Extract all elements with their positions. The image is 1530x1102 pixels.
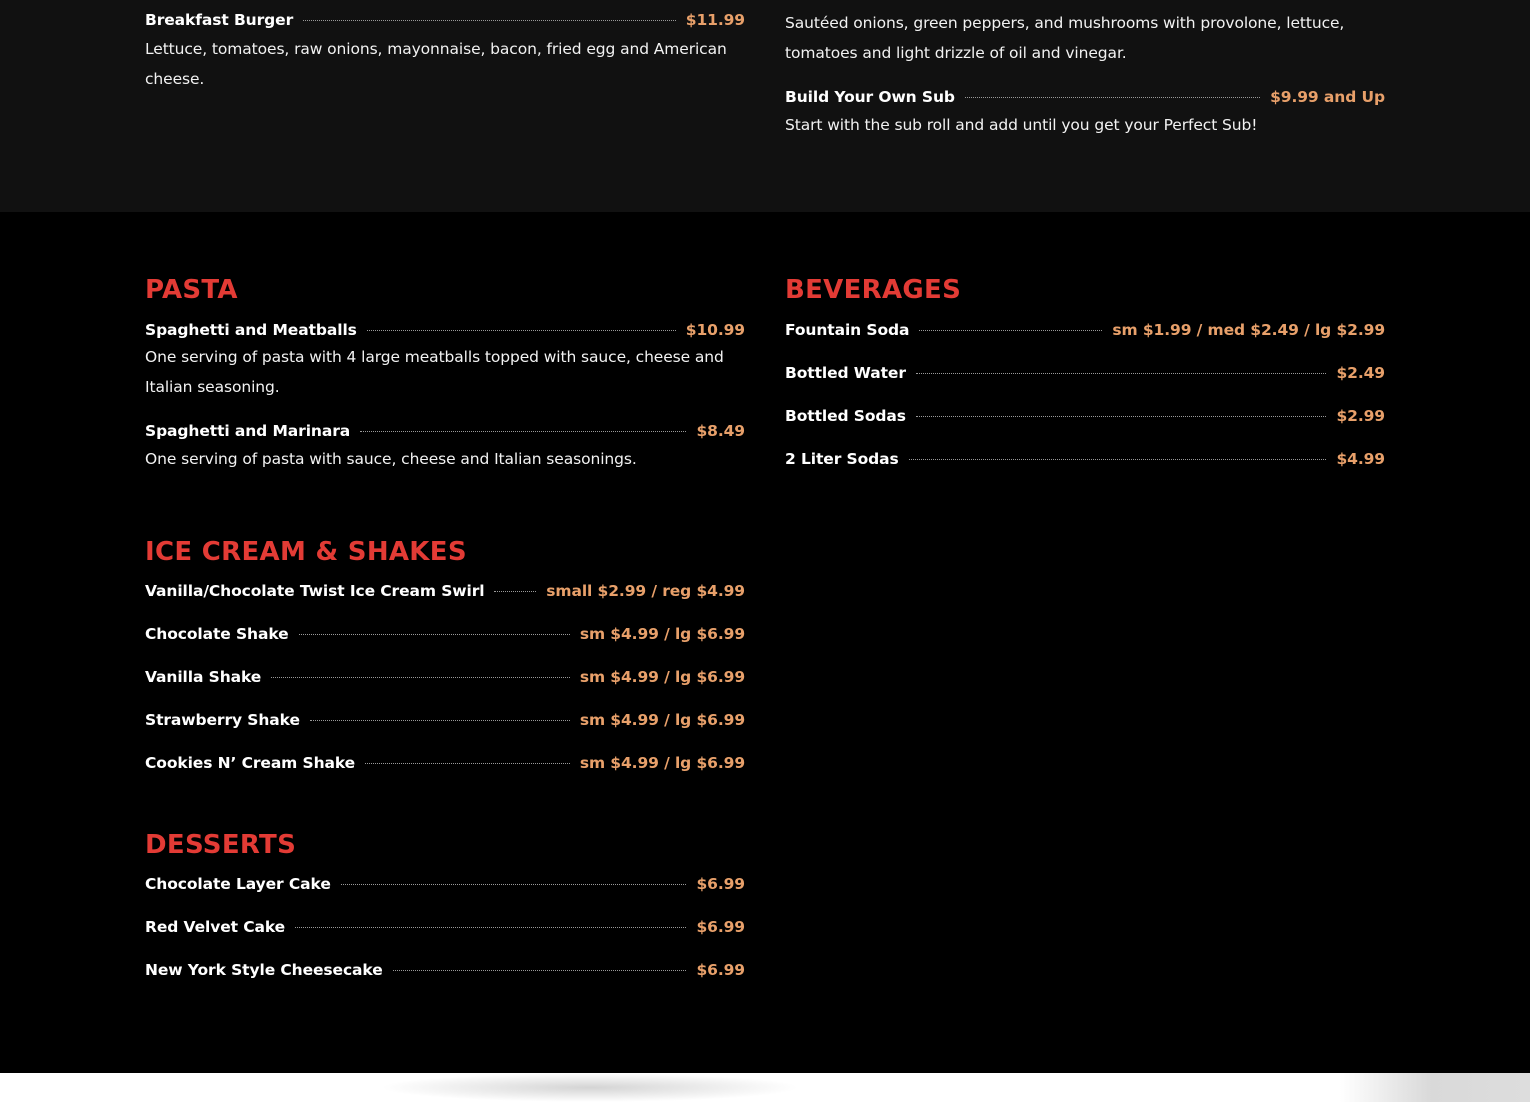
- dotted-leader: [965, 97, 1260, 98]
- item-price: $6.99: [696, 918, 745, 936]
- dotted-leader: [916, 416, 1327, 417]
- item-name: 2 Liter Sodas: [785, 450, 899, 468]
- item-description: One serving of pasta with sauce, cheese and Italian seasonings.: [145, 450, 637, 468]
- menu-item-twist-swirl: [145, 582, 745, 625]
- dotted-leader: [909, 459, 1327, 460]
- item-name: Red Velvet Cake: [145, 918, 286, 936]
- item-description: Lettuce, tomatoes, raw onions, mayonnaise, bacon, fried egg and American cheese.: [145, 40, 727, 88]
- background-image-fragment: [380, 1073, 800, 1102]
- item-price: sm $4.99 / lg $6.99: [579, 711, 745, 729]
- item-name: New York Style Cheesecake: [145, 961, 383, 979]
- item-name: Strawberry Shake: [145, 711, 300, 729]
- dotted-leader: [393, 970, 687, 971]
- icecream-category: [145, 537, 745, 797]
- menu-item-red-velvet-cake: [145, 918, 745, 961]
- item-name: Cookies N’ Cream Shake: [145, 754, 356, 772]
- item-name: Breakfast Burger: [145, 11, 294, 29]
- item-price: $11.99: [685, 11, 745, 29]
- dotted-leader: [494, 591, 536, 592]
- dotted-leader: [365, 763, 570, 764]
- item-description: One serving of pasta with 4 large meatballs topped with sauce, cheese and Italian seasoning.: [145, 348, 724, 396]
- dotted-leader: [360, 431, 686, 432]
- menu-item-vanilla-shake: [145, 668, 745, 711]
- category-heading: BEVERAGES: [785, 275, 962, 305]
- item-price: $6.99: [696, 875, 745, 893]
- menu-item-bottled-sodas: [785, 407, 1385, 450]
- menu-item-build-your-own-sub: [785, 88, 1385, 140]
- dotted-leader: [303, 20, 676, 21]
- item-name: Bottled Sodas: [785, 407, 906, 425]
- item-name: Fountain Soda: [785, 321, 910, 339]
- item-name: Chocolate Layer Cake: [145, 875, 331, 893]
- dotted-leader: [919, 330, 1102, 331]
- dotted-leader: [367, 330, 676, 331]
- item-price: sm $4.99 / lg $6.99: [579, 754, 745, 772]
- dotted-leader: [299, 634, 570, 635]
- pasta-category: [145, 275, 745, 474]
- dotted-leader: [271, 677, 570, 678]
- dotted-leader: [341, 884, 687, 885]
- menu-item-bottled-water: [785, 364, 1385, 407]
- item-name: Vanilla Shake: [145, 668, 262, 686]
- menu-item-fountain-soda: [785, 321, 1385, 364]
- category-heading: ICE CREAM & SHAKES: [145, 537, 467, 567]
- item-price: $2.99: [1336, 407, 1385, 425]
- menu-item-strawberry-shake: [145, 711, 745, 754]
- item-price: sm $4.99 / lg $6.99: [579, 668, 745, 686]
- item-name: Bottled Water: [785, 364, 906, 382]
- footer-image-strip: [0, 1073, 1530, 1102]
- item-price: $8.49: [696, 422, 745, 440]
- item-name: Build Your Own Sub: [785, 88, 955, 106]
- subs-right-column: [785, 8, 1385, 140]
- item-description: Start with the sub roll and add until you get your Perfect Sub!: [785, 116, 1258, 134]
- dotted-leader: [295, 927, 686, 928]
- menu-item-chocolate-shake: [145, 625, 745, 668]
- dotted-leader: [310, 720, 570, 721]
- menu-item-chocolate-layer-cake: [145, 875, 745, 918]
- dotted-leader: [916, 373, 1327, 374]
- menu-item-breakfast-burger: [145, 11, 745, 94]
- item-name: Chocolate Shake: [145, 625, 289, 643]
- menu-main-section: [0, 212, 1530, 1073]
- menu-item-ny-cheesecake: [145, 961, 745, 1004]
- item-price: sm $4.99 / lg $6.99: [579, 625, 745, 643]
- item-price: $4.99: [1336, 450, 1385, 468]
- item-name: Vanilla/Chocolate Twist Ice Cream Swirl: [145, 582, 485, 600]
- menu-item-2-liter-sodas: [785, 450, 1385, 493]
- item-price: $6.99: [696, 961, 745, 979]
- menu-item-cookies-cream-shake: [145, 754, 745, 797]
- subs-section: [0, 0, 1530, 212]
- subs-left-column: [145, 11, 745, 94]
- beverages-category: [785, 275, 1385, 493]
- item-price: $9.99 and Up: [1270, 88, 1385, 106]
- item-price: $2.49: [1336, 364, 1385, 382]
- item-name: Spaghetti and Marinara: [145, 422, 351, 440]
- item-name: Spaghetti and Meatballs: [145, 321, 357, 339]
- item-price: small $2.99 / reg $4.99: [546, 582, 745, 600]
- menu-item-spaghetti-meatballs: [145, 321, 745, 402]
- category-heading: DESSERTS: [145, 830, 297, 860]
- item-description: Sautéed onions, green peppers, and mushrooms with provolone, lettuce, tomatoes and light drizzle of oil and vinegar.: [785, 14, 1345, 62]
- item-price: sm $1.99 / med $2.49 / lg $2.99: [1112, 321, 1385, 339]
- item-price: $10.99: [685, 321, 745, 339]
- desserts-category: [145, 830, 745, 1004]
- category-heading: PASTA: [145, 275, 238, 305]
- menu-item-spaghetti-marinara: [145, 422, 745, 474]
- background-image-fragment: [1340, 1073, 1530, 1102]
